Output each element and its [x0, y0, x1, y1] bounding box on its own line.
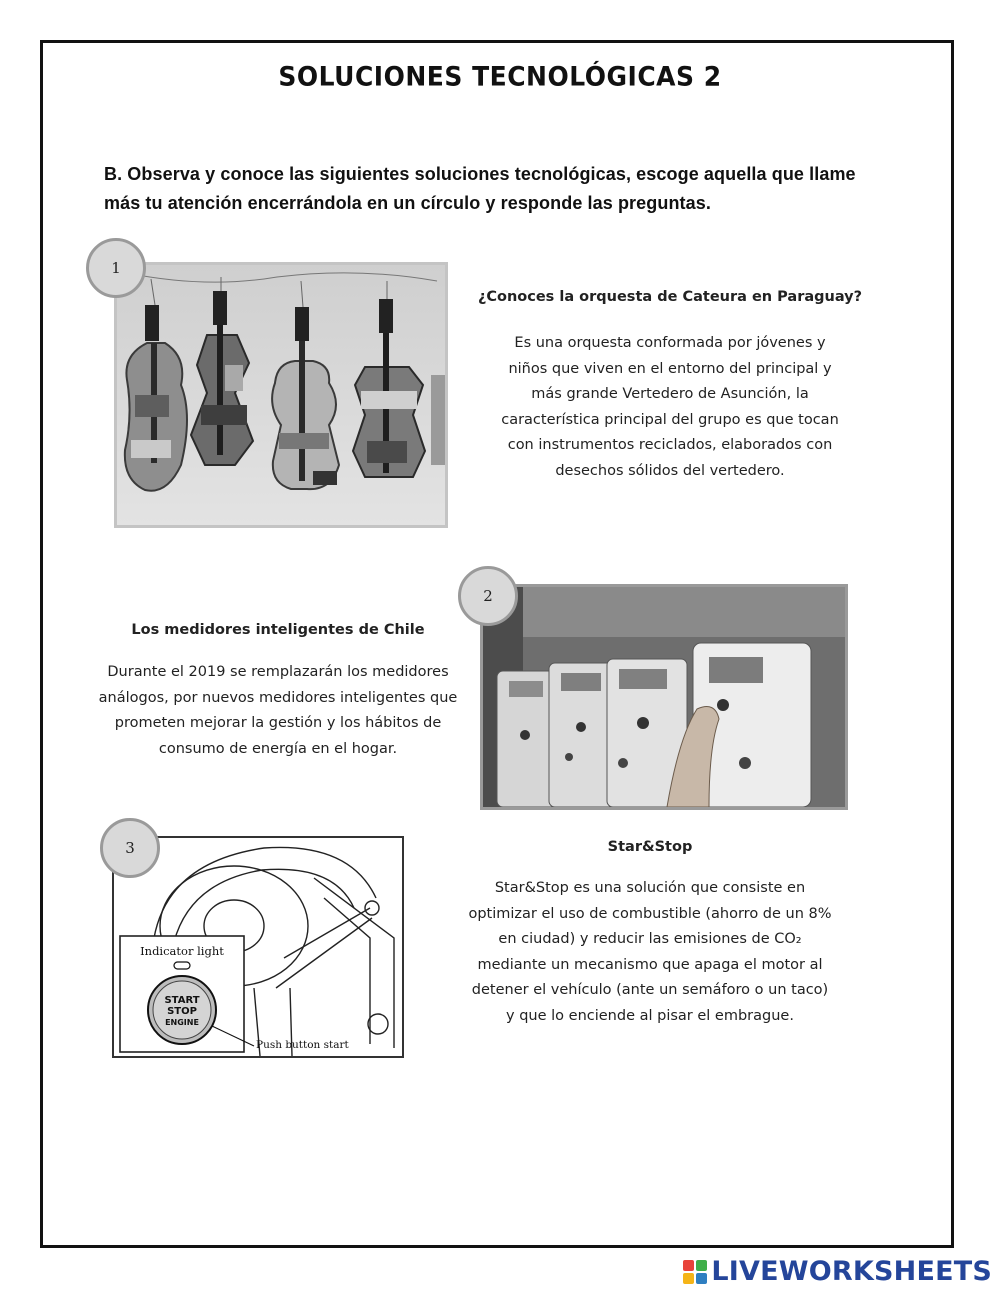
section-number-2-badge: 2: [458, 566, 518, 626]
page-title: SOLUCIONES TECNOLÓGICAS 2: [278, 61, 722, 92]
section-2-body: Durante el 2019 se remplazarán los medidores análogos, por nuevos medidores inteligentes que prometen mejorar la gestión y los hábitos de consumo de energía en el hogar.: [98, 664, 458, 757]
logo-square-red: [683, 1260, 694, 1271]
logo-square-blue: [696, 1273, 707, 1284]
section-2-heading: Los medidores inteligentes de Chile: [131, 622, 425, 638]
section-number-1-badge: 1: [86, 238, 146, 298]
logo-square-yellow: [683, 1273, 694, 1284]
section-1-body: Es una orquesta conformada por jóvenes y niños que viven en el entorno del principal y más grande Vertedero de Asunción, la característica principal del grupo es que tocan con instrumentos reciclados, elaborados con desechos sólidos del vertedero.: [501, 335, 839, 479]
instructions-text: B. Observa y conoce las siguientes soluciones tecnológicas, escoge aquella que llame más tu atención encerrándola en un círculo y responde las preguntas.: [104, 164, 856, 213]
stop-button-label: STOP: [167, 1006, 197, 1017]
section-1-heading: ¿Conoces la orquesta de Cateura en Paraguay?: [477, 289, 863, 305]
start-stop-diagram: [112, 836, 404, 1058]
liveworksheets-brand: [683, 1256, 992, 1287]
indicator-light-label: Indicator light: [140, 944, 224, 958]
liveworksheets-logo-icon: [683, 1260, 707, 1284]
section-3-body: Star&Stop es una solución que consiste en optimizar el uso de combustible (ahorro de un 8% en ciudad) y reducir las emisiones de CO₂ mediante un mecanismo que apaga el motor al detener el vehículo (ante un semáforo o un taco) y que lo enciende al pisar el embrague.: [468, 880, 832, 1024]
logo-square-green: [696, 1260, 707, 1271]
push-button-start-label: Push button start: [256, 1039, 349, 1051]
recycled-violins-photo: [114, 262, 448, 528]
section-number-3-badge: 3: [100, 818, 160, 878]
meter-1: [497, 671, 557, 807]
section-3-heading: Star&Stop: [607, 839, 693, 855]
brand-name: LIVEWORKSHEETS: [711, 1256, 992, 1287]
engine-button-label: ENGINE: [165, 1018, 199, 1027]
start-button-label: START: [164, 995, 200, 1006]
smart-meters-photo: [480, 584, 848, 810]
